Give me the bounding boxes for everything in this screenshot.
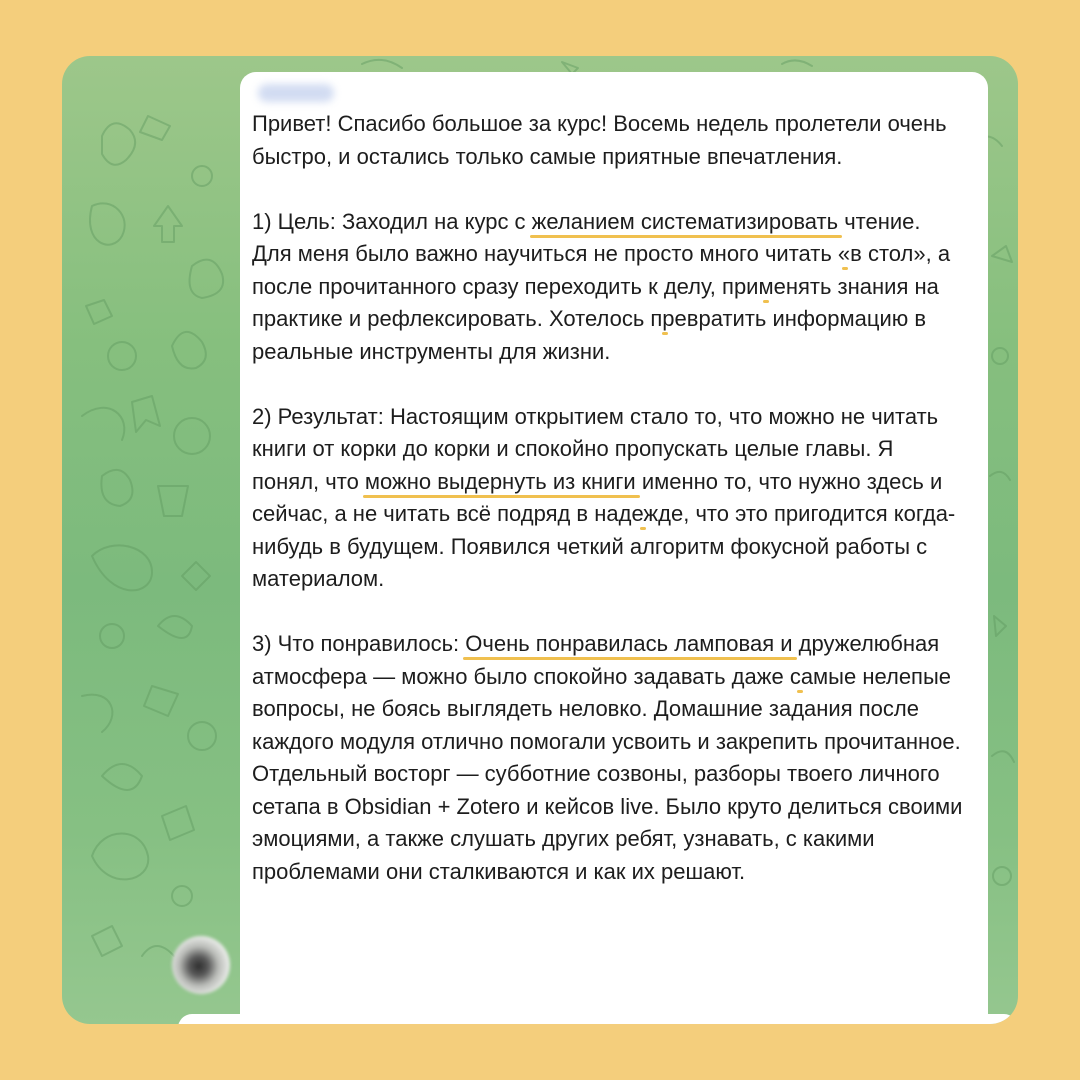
- message-text-span: — можно было спокойно задавать даже самые нелепые вопросы, не боясь выглядеть неловко. Домашние задания после каждого модуля отлично помогали усвоить и закрепить прочитанное. Отдельный восторг — субботние созвоны, разборы твоего личного сетапа в Obsidian + Zotero и кейсов live. Было круто делиться своими эмоциями, а также слушать других ребят, узнавать, с какими проблемами они сталкиваются и как их решают.: [252, 663, 963, 884]
- sender-avatar[interactable]: [172, 936, 230, 994]
- sender-name-blurred: [258, 84, 334, 102]
- message-bubble[interactable]: [240, 72, 988, 1024]
- message-text-span: [658, 274, 664, 299]
- message-text-span: 1) Цель: Заходил на курс с: [252, 208, 532, 234]
- message-text-span: , а не читать всё подряд в надежде, что это пригодится когда-нибудь в будущем. Появился четкий алгоритм фокусной работы с материалом.: [252, 501, 956, 591]
- highlighted-text: именно то, что нужно здесь и сейчас: [252, 468, 943, 526]
- message-text-span: [636, 469, 642, 494]
- message-text-span: . Хотелось превратить информацию в реальные инструменты для жизни.: [252, 306, 927, 364]
- message-text-span: [793, 631, 799, 656]
- chat-window: [62, 56, 1018, 1024]
- message-text-span: 3) Что понравилось:: [252, 631, 466, 656]
- message-paragraph-goal: [252, 206, 964, 369]
- message-text-span: Привет! Спасибо большое за курс! Восемь недель пролетели очень быстро, и остались только самые приятные впечатления.: [252, 111, 947, 169]
- highlighted-text: можно выдернуть из книги: [364, 468, 636, 494]
- highlighted-text: делу, применять знания на практике и рефлексировать: [252, 273, 939, 331]
- message-paragraph-result: [252, 401, 964, 596]
- highlighted-text: дружелюбная атмосфера: [252, 631, 940, 689]
- highlighted-text: Очень понравилась ламповая и: [465, 631, 793, 656]
- message-text-span: 2) Результат: Настоящим открытием стало то, что можно не читать книги от корки до корки и спокойно пропускать целые главы. Я понял, что: [252, 403, 939, 494]
- highlighted-text: читать «в стол», а после прочитанного сразу переходить к: [252, 241, 951, 299]
- message-paragraph-liked: [252, 628, 964, 888]
- highlighted-text: чтение. Для меня было важно научиться не просто много: [252, 208, 921, 266]
- next-message-bubble[interactable]: [178, 1014, 1018, 1024]
- message-text: [252, 108, 964, 888]
- message-paragraph: [252, 108, 964, 173]
- highlighted-text: желанием систематизировать: [531, 208, 839, 234]
